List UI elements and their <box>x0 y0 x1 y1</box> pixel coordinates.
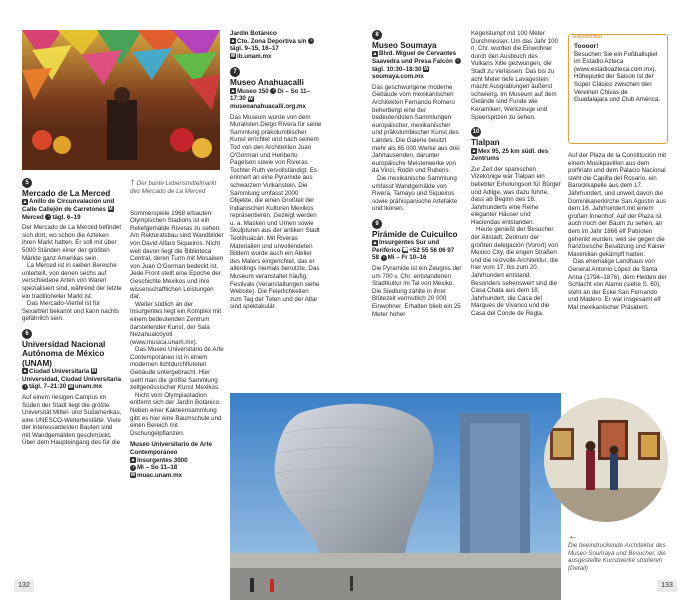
column-6 <box>568 152 668 311</box>
entry-info: ▲ Museo 150 ◔ Di – So 11–17:30 Wmuseoanahuacalli.org.mx <box>230 87 311 110</box>
entry-title: Tlalpan <box>471 138 500 148</box>
arrow-up-icon: ↑ <box>130 177 135 188</box>
entry-title: Universidad Nacional Autónoma de México (UNAM) <box>22 339 106 368</box>
column-4 <box>372 30 462 318</box>
paragraph: Heute genießt der Besucher der Altstadt, Zentrum der größten delegación (Vorort) von Mexico City, die engen Straßen und die reizvolle Architektur, die hier vom 17. bis zum 20. Jahrhundert entstand. Besonders sehenswert sind die Casa Chata aus dem 18. Jahrhundert, die Casa del Marqués de Vivanco und die Casa del Conde de Regla. <box>471 226 559 317</box>
location-pin-icon: ▲ <box>230 37 236 44</box>
muac-info: Museo Universitario de Arte Contemporáneo ▲ Insurgentes 3000 ◔ Mi – So 11–18 W muac.unam.mx <box>130 441 212 479</box>
entry-number: 9 <box>372 219 382 229</box>
market-photo-image <box>22 30 220 170</box>
tip-body: Besuchen Sie ein Fußballspiel im Estadio Azteca (www.estadioazteca.com.mx). Höhepunkt der Saison ist der Súper Clásico zwischen den Vereinen Chivas de Guadalajara und Club América. <box>574 50 660 104</box>
entry-number: 5 <box>22 178 32 188</box>
clock-icon: ◔ <box>23 383 27 390</box>
clock-icon: ◔ <box>271 88 275 95</box>
location-pin-icon: ▲ <box>230 88 236 95</box>
paragraph: Das Museum wurde von dem Muralisten Diego Rivera für seine Sammlung präkolumbischer Kunst errichtet und nach seinem Tod von den Architekten Juan O'Gorman und Heriberto Pagelson sowie von Riveras Tochter Ruth vervollständigt. Es erinnert an eine Pyramide aus schwarzem Vulkanstein. Die Sammlung umfasst 2000 Objekte, die einen Großteil der indianischen Kulturen Mexikos repräsentieren. Gezeigt werden u. a. Masken und Urnen sowie Skulpturen aus der antiken Stadt Teotihuacán. Mit Riveras Materialien und unvollendeten Bildern wurde auch ein Atelier des Malers eingerichtet, das er allerdings niemals benutzte. Das Museum veranstaltet häufig Festivals (Veranstaltungen siehe Website). Die Feierlichkeiten zum Tag der Toten und der Altar sind spektakulär. <box>230 113 322 311</box>
web-icon: W <box>68 383 74 390</box>
column-1 <box>22 178 122 447</box>
paragraph: Auf einem riesigen Campus im Süden der Stadt liegt die größte Universität Mittel- und Südamerikas, eine UNESCO-Welterbestätte. Viele der interessantesten Bauten sind mit Wandgemälden geschmückt. Über dem Haupteingang des für die <box>22 393 122 447</box>
web-icon: W <box>230 53 236 60</box>
tip-title: Toooor! <box>574 43 599 50</box>
clock-icon: ◔ <box>131 464 135 471</box>
paragraph: Das Mercado-Viertel ist für Sexarbeit bekannt und kann nachts gefährlich sein. <box>22 300 120 323</box>
entry-title: Museo Anahuacalli <box>230 78 304 88</box>
page-number-right: 133 <box>657 580 677 592</box>
clock-icon: ◔ <box>456 58 460 65</box>
paragraph: Die Pyramide ist ein Zeugnis der um 700 v. Chr. entstandenen Stadtkultur im Tal von Mexiko. Die Siedlung zählte in ihrer Blütezeit vermutlich 20 000 Einwohner. Erhalten blieb ein 25 Meter hoher <box>372 265 462 318</box>
metro-icon: M <box>108 206 113 213</box>
column-2 <box>130 178 224 482</box>
entry-title: Museo Soumaya <box>372 41 437 50</box>
entry-info: ▲ Anillo de Circunvalación und Calle Callejón de Carretones MMerced ◔ tägl. 6–19 <box>22 198 115 221</box>
paragraph: Auf der Plaza de la Constitución mit einem Musikpavillon aus dem porfiriato und dem Palacio Nacional steht die Capilla del Rosario, ein Barockkapelle aus dem 17. Jahrhundert, und unweit davon die Dominikanerkirche San Agustín aus dem 16. Jahrhundert mit einem großen Innenhof. Auf der Plaza ist auch noch der Baum zu sehen, an dem im Jahr 1866 elf Patrioten gehenkt wurden, weil sie gegen die französische Besatzung und Kaiser Maximilian gekämpft hatten. <box>568 152 667 258</box>
soumaya-photo <box>230 393 561 600</box>
market-photo <box>22 30 220 170</box>
phone-icon: ☎ <box>402 247 409 254</box>
paragraph: Das Museo Universitario de Arte Contemporáneo ist in einem modernen lichtdurchfluteten Gebäude untergebracht. Hier sieht man die größte Sammlung zeitgenössischer Kunst Mexikos. <box>130 346 224 392</box>
location-pin-icon: ▲ <box>471 147 477 154</box>
entry-title: Mercado de La Merced <box>22 189 111 198</box>
entry-title: Pirámide de Cuicuilco <box>372 229 458 239</box>
page-number-left: 132 <box>14 580 34 592</box>
location-pin-icon: ▲ <box>130 456 136 463</box>
clock-icon: ◔ <box>46 213 50 220</box>
web-icon: W <box>423 65 429 72</box>
entry-number: 7 <box>230 67 240 77</box>
web-icon: W <box>130 472 136 479</box>
soumaya-caption: ← Die beeindruckende Architektur des Museo Soumaya und Besucher, die ausgestellte Kunstwerke studieren (Detail) <box>568 532 672 572</box>
entry-info: ▲ Mex 95, 25 km südl. des Zentrums <box>471 147 549 163</box>
market-caption: ↑ Der bunte Lebensmittelmarkt des Mercado de La Merced <box>130 177 217 195</box>
arrow-left-icon: ← <box>568 531 578 542</box>
entry-info: ▲ Ciudad Universitaria MUniversidad, Ciudad Universitaria ◔ tägl. 7–21:30 W unam.mx <box>22 368 122 391</box>
paragraph: Zur Zeit der spanischen Vizekönige war Tlalpan ein beliebter Erholungsort für Bürger und Adlige, was dazu führte, dass ab Beginn des 18. Jahrhunderts eine Reihe eleganter Häuser und Haciendas entstanden. <box>471 165 561 226</box>
paragraph: Sommerspiele 1968 erbauten Olympischen Stadions ist ein Reliefgemälde Riveras zu sehen. Am Rektoratsbau sind Wandbilder von David Alfaro Siqueiros. Nicht weit davon liegt die Biblioteca Central, deren Turm mit Mosaiken von Juan O'Gorman bedeckt ist. Jede Front stellt eine Epoche der Geschichte Mexikos und ihre wissenschaftlichen Leistungen dar. <box>130 209 224 301</box>
paragraph: La Merced ist in sieben Bereiche unterteilt, von denen sechs auf verschiedene Arten von Waren spezialisiert sind, während der letzte ein traditioneller Markt ist. <box>22 262 122 300</box>
tip-label: Expertentipp <box>573 34 603 40</box>
gallery-photo-image <box>544 398 668 522</box>
expert-tip-box <box>568 34 668 144</box>
paragraph: Der Mercado de La Merced befindet sich dort, wo schon die Azteken ihren Markt hatten. Er soll mit über 5000 Ständen einer der größten Märkte ganz Amerikas sein. <box>22 224 122 262</box>
entry-info: ▲ Insurgentes Sur und Periférico ☎+52 55 56 06 97 58 ◔ Mi – Fr 10–16 <box>372 239 455 262</box>
location-pin-icon: ▲ <box>372 239 378 246</box>
soumaya-photo-image <box>230 393 561 600</box>
location-pin-icon: ▲ <box>22 368 28 375</box>
metro-icon: M <box>91 368 96 375</box>
entry-number: 8 <box>372 30 382 40</box>
entry-number: 6 <box>22 329 32 339</box>
paragraph: Weiter südlich an der Insurgentes liegt ein Komplex mit einem bedeutenden Zentrum darstellender Kunst, der Sala Nezahualcóyotl (www.musica.unam.mx). <box>130 300 222 346</box>
paragraph: Die mexikanische Sammlung umfasst Wandgemälde von Rivera, Tamayo und Siqueiros sowie prähispanische Artefakte und Ikonen. <box>372 174 458 213</box>
paragraph: Kegelstumpf mit 100 Meter Durchmesser. Um das Jahr 100 n. Chr. wurden die Einwohner durch den Ausbruch des Vulkans Xitle gezwungen, die Stadt zu verlassen. Das bis zu acht Meter tiefe Lavagestein macht Ausgrabungen äußerst schwierig. Im Museum auf dem Gelände sind Funde wie Keramiken, Werkzeuge und Speerspitzen zu sehen. <box>471 30 559 121</box>
location-pin-icon: ▲ <box>372 50 378 57</box>
clock-icon: ◔ <box>382 254 386 261</box>
column-5 <box>471 30 561 318</box>
gallery-photo <box>544 398 668 522</box>
paragraph: Das geschwungene moderne Gebäude vom mexikanischen Architekten Fernando Romero beherbergt eine der bedeutendsten Sammlungen europäischer, mexikanischer und präkolumbischer Kunst des Landes. Die Galerie besitzt mehr als 65 000 Werke aus drei Jahrtausenden, darunter europäische Meisterwerke von da Vinci, Rodin und Rubens. <box>372 83 460 175</box>
entry-info: ▲ Blvd. Miguel de Cervantes Saavedra und Presa Falcón ◔tägl. 10:30–18:30 Wsoumaya.com.mx <box>372 50 460 81</box>
clock-icon: ◔ <box>309 37 313 44</box>
entry-number: 10 <box>472 129 480 136</box>
location-pin-icon: ▲ <box>22 198 28 205</box>
paragraph: Das ehemalige Landhaus von General Antonio López de Santa Anna (1794–1876), dem Helden der Schlacht von Alamo (siehe S. 60), steht an der Ecke San Fernando und Madero. Er war insgesamt elf Mal mexikanischer Präsident. <box>568 258 667 311</box>
jardin-info: Jardín Botánico ▲ Cto. Zona Deportiva s/n ◔tägl. 9–15, 16–17 W ib.unam.mx <box>230 30 313 60</box>
column-3 <box>230 30 322 311</box>
web-icon: W <box>248 95 253 102</box>
paragraph: Nicht vom Olympiastadion entfernt sich der Jardín Botánico. Neben einer Kakteensammlung gibt es hier eine Baumschule und einen Bereich mit Dschungelpflanzen. <box>130 391 222 437</box>
